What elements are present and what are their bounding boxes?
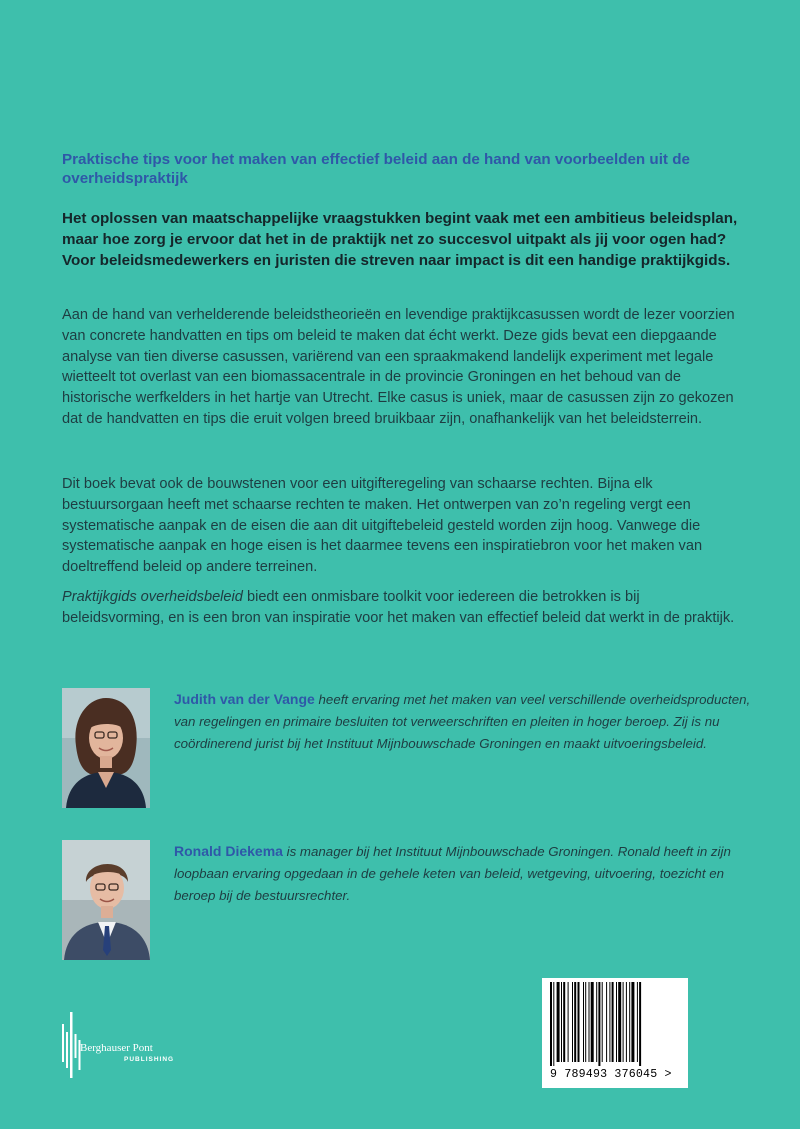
barcode-bar xyxy=(578,982,580,1062)
body-paragraph-3-text: biedt een onmisbare toolkit voor iedereen die betrokken is bij beleidsvorming, en is een bron van inspiratie voor het maken van effectief beleid dat werkt in de praktijk. xyxy=(62,589,735,626)
body-paragraph-1: Aan de hand van verhelderende beleidstheorieën en levendige praktijkcasussen wordt de lezer voorzien van concrete handvatten en tips om beleid te maken dat écht werkt. Deze gids bevat een diepgaande analyse van tien diverse casussen, variërend van een spraakmakend landelijk experiment met legale wietteelt tot overlast van een biomassacentrale in de provincie Groningen en het behoud van de historische werfkelders in het hartje van Utrecht. Elke casus is uniek, maar de casussen zijn zo gekozen dat de handvatten en tips die eruit volgen breed bruikbaar zijn, onafhankelijk van het beleidsterrein. xyxy=(62,307,735,427)
barcode-bar xyxy=(629,982,630,1062)
barcode-bar xyxy=(572,982,573,1062)
barcode-bar xyxy=(639,982,641,1066)
barcode-bar xyxy=(616,982,617,1062)
book-title-italic: Praktijkgids overheidsbeleid xyxy=(62,589,243,605)
barcode-bar xyxy=(563,982,565,1062)
barcode-bar xyxy=(596,982,597,1062)
author-bio-text-1: heeft ervaring met het maken van veel verschillende overheidsproducten, van regelingen en primaire besluiten tot verweerschriften en pleiten in hoger beroep. Zij is nu coördinerend jurist bij het Instituut Mijnbouwschade Groningen en maakt uitvoeringsbeleid. xyxy=(174,692,751,751)
barcode-bar xyxy=(568,982,569,1062)
barcode-bar xyxy=(598,982,600,1066)
barcode-bar xyxy=(585,982,586,1062)
isbn-number: 9 789493 376045 > xyxy=(550,1068,672,1081)
barcode-bar xyxy=(583,982,584,1062)
author-bio-text-2: is manager bij het Instituut Mijnbouwschade Groningen. Ronald heeft in zijn loopbaan ervaring opgedaan in de gehele keten van beleid, wetgeving, uitvoering, toezicht en beroep bij de bestuursrechter. xyxy=(174,844,731,903)
barcode-bar xyxy=(618,982,621,1062)
author-name-1: Judith van der Vange xyxy=(174,691,315,707)
author-bio-1 xyxy=(174,688,754,755)
barcode-bar xyxy=(602,982,603,1062)
publisher-subtitle: PUBLISHING xyxy=(124,1056,175,1063)
barcode-bar xyxy=(623,982,624,1062)
barcode-bar xyxy=(591,982,594,1062)
author-photo-2 xyxy=(62,840,150,960)
back-cover-subtitle: Praktische tips voor het maken van effectief beleid aan de hand van voorbeelden uit de overheidspraktijk xyxy=(62,151,690,187)
author-bio-2 xyxy=(174,840,754,907)
publisher-logo xyxy=(62,1012,202,1082)
body-paragraph-2: Dit boek bevat ook de bouwstenen voor een uitgifteregeling van schaarse rechten. Bijna elk bestuursorgaan heeft met schaarse rechten te maken. Het ontwerpen van zo’n regeling vergt een systematische aanpak en de eisen die aan dit uitgiftebeleid gesteld worden zijn hoog. Vanwege die systematische aanpak en hoge eisen is het daarmee tevens een inspiratiebron voor het maken van doeltreffend beleid op andere terreinen. xyxy=(62,476,703,576)
barcode-bar xyxy=(561,982,562,1062)
barcode-bar xyxy=(626,982,627,1062)
barcode-bar xyxy=(631,982,634,1062)
barcode xyxy=(542,978,688,1088)
author-name-2: Ronald Diekema xyxy=(174,843,283,859)
barcode-bar xyxy=(553,982,554,1066)
publisher-name: Berghauser Pont xyxy=(80,1042,153,1054)
barcode-bar xyxy=(606,982,607,1062)
publisher-logo-mark-icon xyxy=(62,1012,82,1078)
barcode-bar xyxy=(612,982,614,1062)
barcode-bar xyxy=(609,982,610,1062)
barcode-bar xyxy=(557,982,560,1062)
barcode-bar xyxy=(550,982,552,1066)
barcode-bar xyxy=(574,982,576,1062)
barcode-bar xyxy=(637,982,638,1062)
barcode-bars-icon xyxy=(548,982,682,1066)
lead-paragraph: Het oplossen van maatschappelijke vraagstukken begint vaak met een ambitieus beleidsplan, maar hoe zorg je ervoor dat het in de praktijk net zo succesvol uitpakt als jij voor ogen had? Voor beleidsmedewerkers en juristen die streven naar impact is dit een handige praktijkgids. xyxy=(62,210,738,269)
barcode-bar xyxy=(589,982,590,1062)
body-paragraph-3 xyxy=(62,587,742,629)
author-photo-1 xyxy=(62,688,150,808)
